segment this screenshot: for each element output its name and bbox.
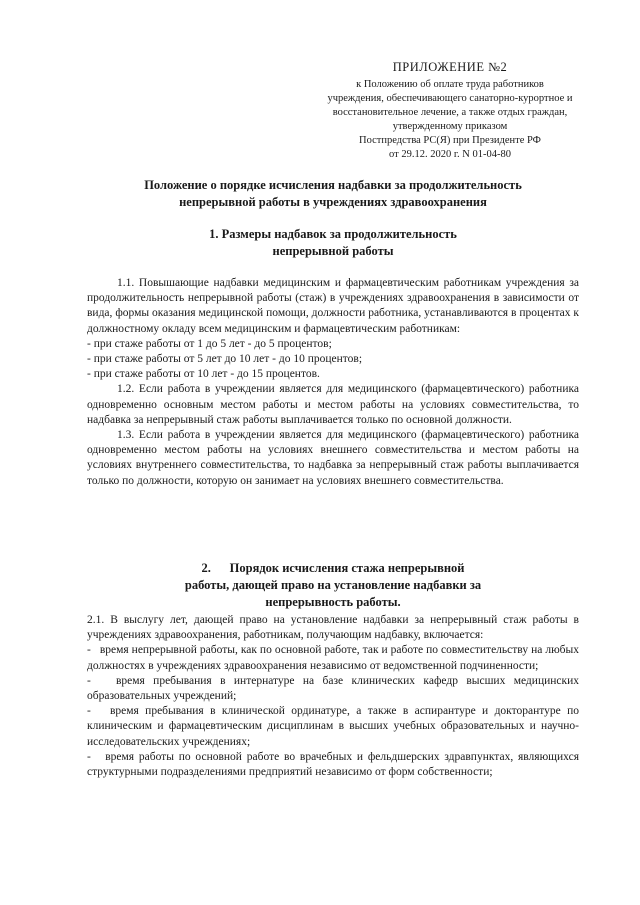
section1-body xyxy=(87,276,579,489)
section1-heading xyxy=(87,226,579,260)
appendix-title: ПРИЛОЖЕНИЕ №2 xyxy=(392,60,508,74)
appendix-line: утвержденному приказом xyxy=(392,121,508,132)
appendix-line: Постпредства РС(Я) при Президенте РФ xyxy=(359,135,541,146)
section1-heading-line: 1. Размеры надбавок за продолжительность xyxy=(209,227,457,241)
section2-heading-line: 2. Порядок исчисления стажа непрерывной xyxy=(201,561,465,575)
list-item: - время пребывания в интернатуре на базе клинических кафедр высших медицинских образовательных учреждений; xyxy=(87,674,582,703)
paragraph-1-1: 1.1. Повышающие надбавки медицинским и фармацевтическим работникам учреждения за продолжительность непрерывной работы (стаж) в учреждениях здравоохранения в зависимости от вида, формы оказания медицинской помощи, должности работника, устанавливаются в процентах к должностному окладу всем медицинским и фармацевтическим работникам: xyxy=(87,277,579,335)
paragraph-1-3: 1.3. Если работа в учреждении является для медицинского (фармацевтического) работника одновременно местом работы на условиях внешнего совместительства и местом работы на условиях внутреннего совместительства, то надбавка за непрерывный стаж работы выплачивается только по должности, которую он занимает на условиях внешнего совместительства. xyxy=(87,429,579,487)
appendix-line: от 29.12. 2020 г. N 01-04-80 xyxy=(389,149,511,160)
list-item: - время непрерывной работы, как по основной работе, так и работе по совместительству на любых должностях в учреждениях здравоохранения независимо от ведомственной подчиненности; xyxy=(87,644,582,672)
paragraph-1-2: 1.2. Если работа в учреждении является для медицинского (фармацевтического) работника одновременно основным местом работы и местом работы на условиях совместительства, то надбавка за непрерывный стаж работы выплачивается только по основной должности. xyxy=(87,383,579,426)
document-title-line: Положение о порядке исчисления надбавки за продолжительность xyxy=(144,178,522,192)
document-title-line: непрерывной работы в учреждениях здравоохранения xyxy=(179,195,487,209)
paragraph-2-1: 2.1. В выслугу лет, дающей право на установление надбавки за непрерывный стаж работы в учреждениях здравоохранения, работникам, получающим надбавку, включается: xyxy=(87,614,579,642)
section2-body xyxy=(87,613,582,780)
section1-heading-line: непрерывной работы xyxy=(272,244,394,258)
list-item: - время пребывания в клинической ординатуре, а также в аспирантуре и докторантуре по клиническим и фармацевтическим дисциплинам в высших учебных образовательных и научно-исследовательских учреждениях; xyxy=(87,705,582,748)
list-item: - при стаже работы от 5 лет до 10 лет - до 10 процентов; xyxy=(87,353,363,366)
document-title xyxy=(87,177,579,211)
appendix-header xyxy=(300,60,600,162)
appendix-line: учреждения, обеспечивающего санаторно-курортное и xyxy=(327,93,573,104)
list-item: - время работы по основной работе во врачебных и фельдшерских здравпунктах, являющихся структурными подразделениями предприятий независимо от форм собственности; xyxy=(87,750,582,779)
list-item: - при стаже работы от 1 до 5 лет - до 5 процентов; xyxy=(87,337,332,350)
section2-heading xyxy=(87,560,579,611)
section2-heading-line: непрерывность работы. xyxy=(265,595,401,609)
list-item: - при стаже работы от 10 лет - до 15 процентов. xyxy=(87,368,320,381)
section2-heading-line: работы, дающей право на установление надбавки за xyxy=(184,578,482,592)
appendix-line: восстановительное лечение, а также отдых граждан, xyxy=(332,107,568,118)
appendix-line: к Положению об оплате труда работников xyxy=(356,79,544,90)
